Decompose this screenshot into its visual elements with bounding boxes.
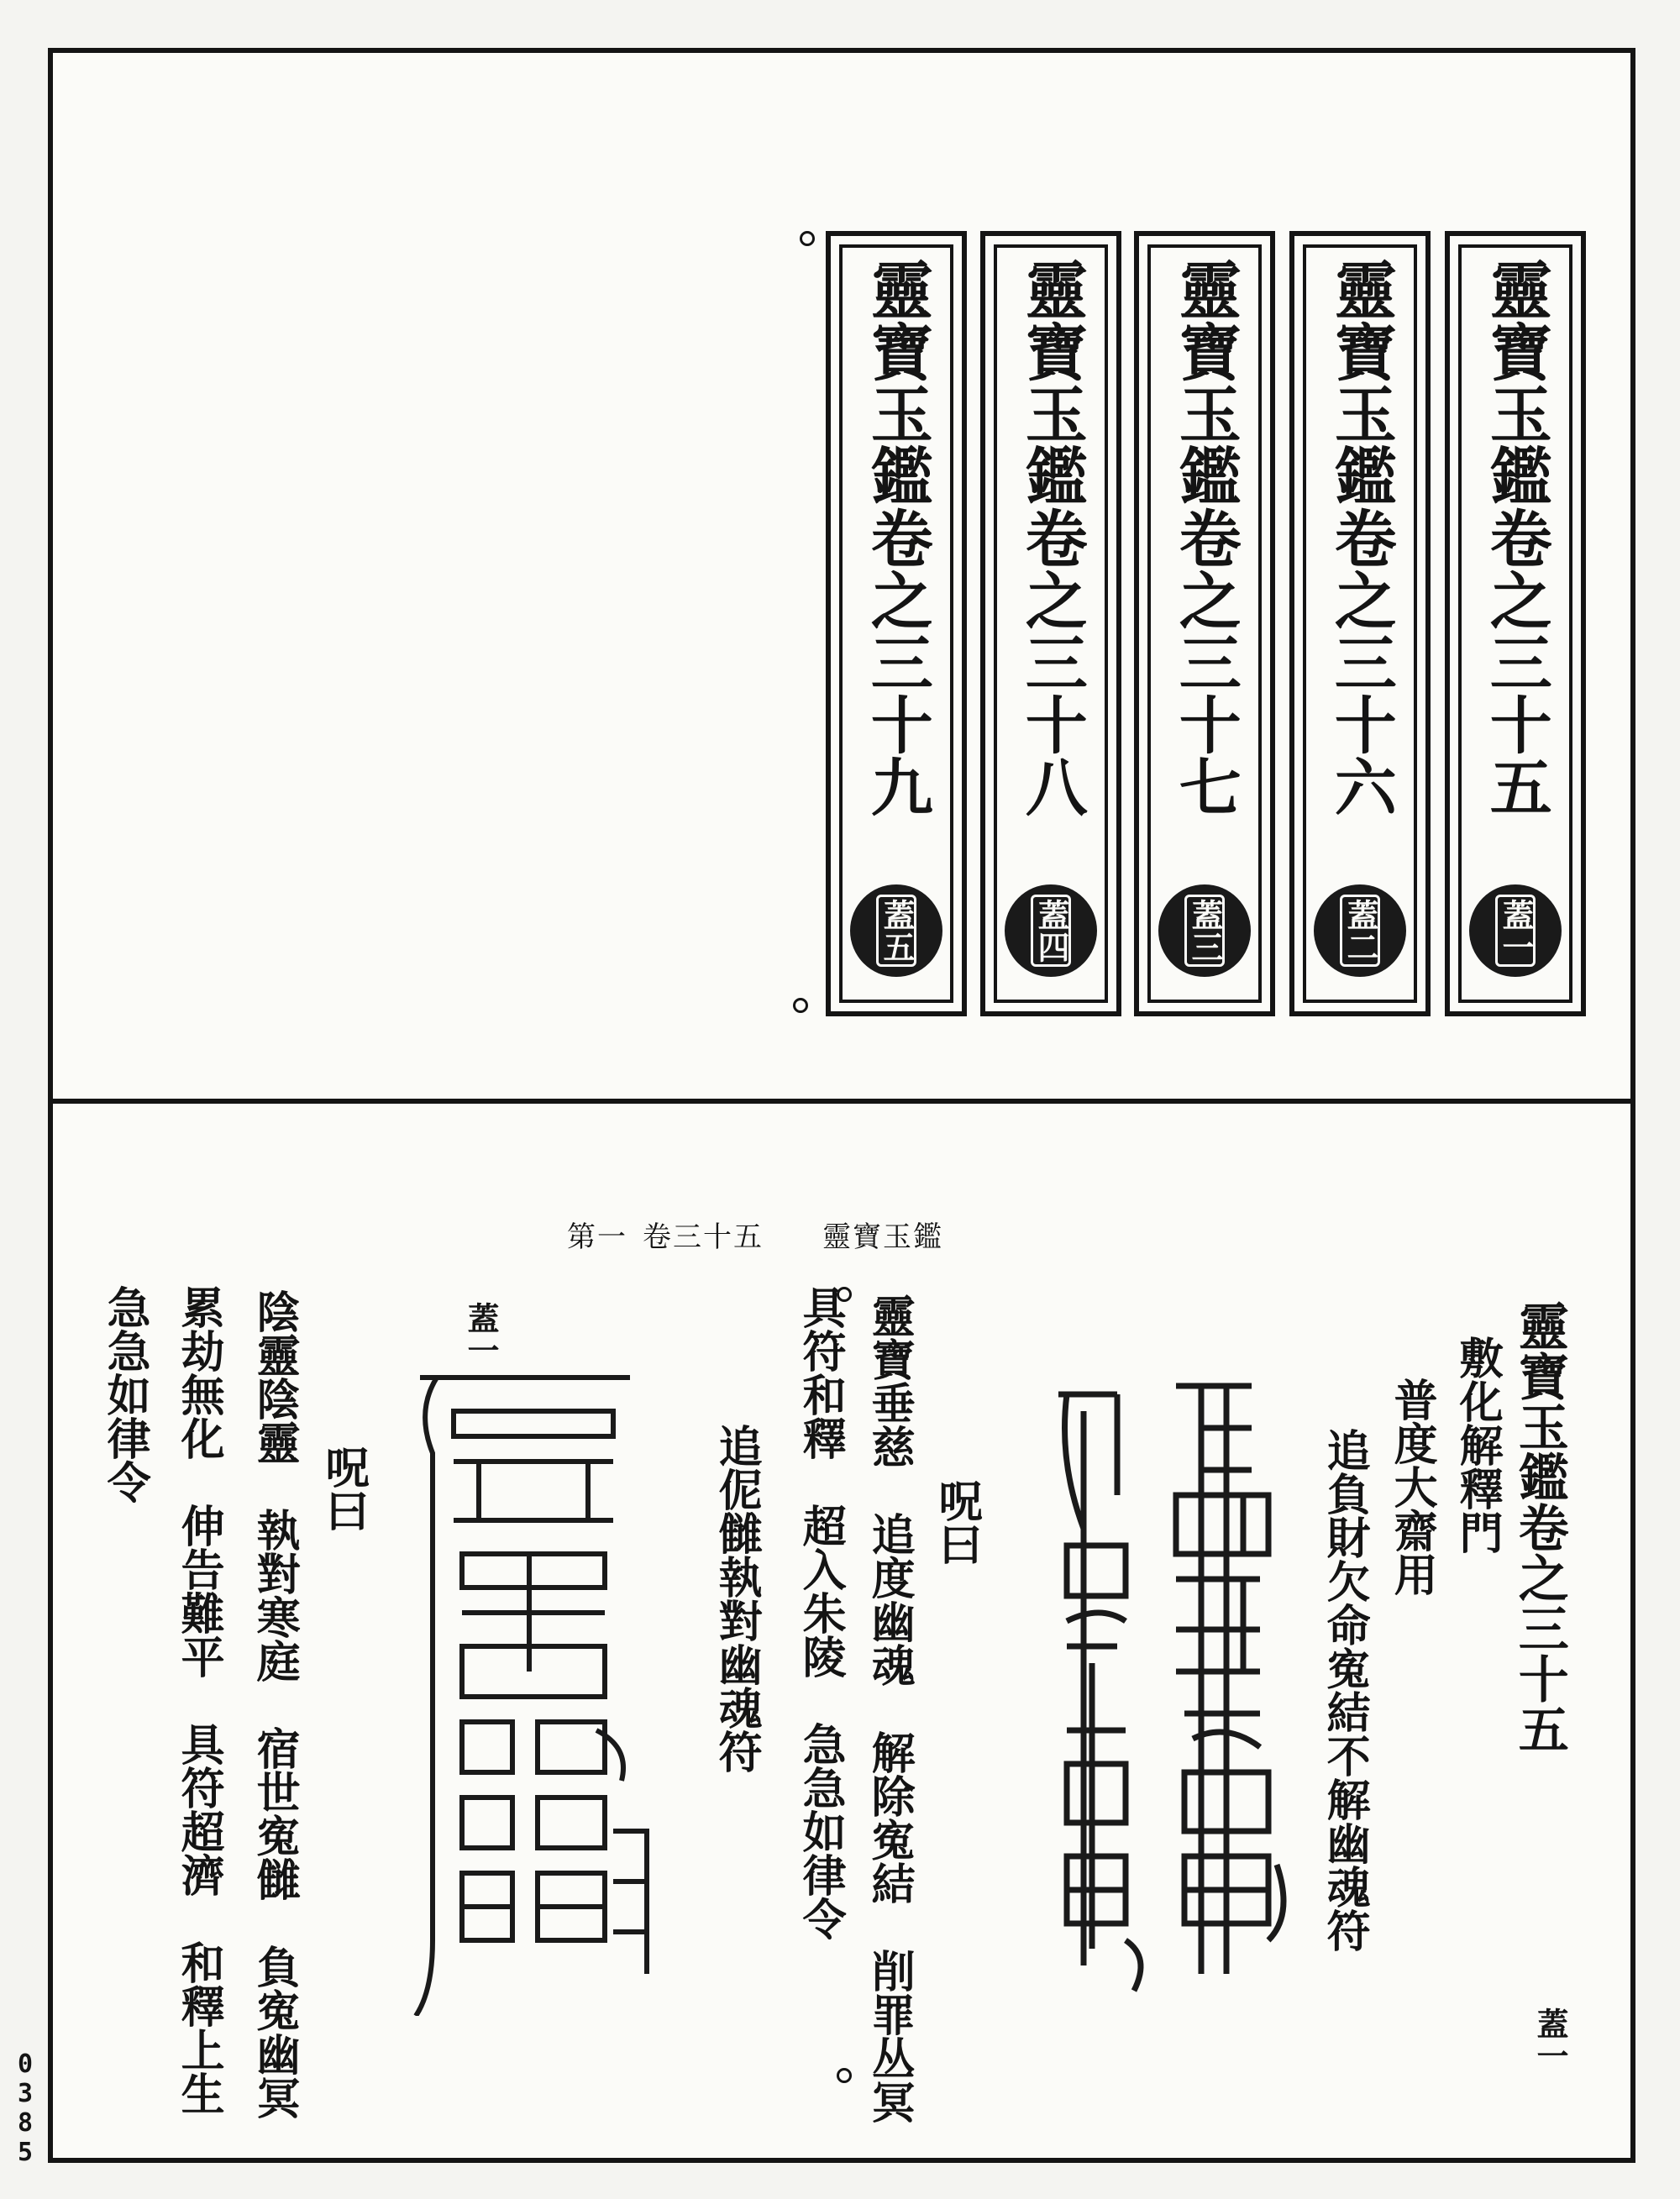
spine-title: 靈寶玉鑑卷之三十七: [1168, 258, 1242, 817]
verse-2: 具符和釋 超入朱陵 急急如律令: [795, 1285, 847, 1940]
chant-label-2: 呪曰: [318, 1445, 370, 1532]
talisman-glyph-1: [1033, 1361, 1294, 2016]
spine-vol-39[interactable]: [826, 231, 967, 1016]
spine-vol-38[interactable]: [980, 231, 1121, 1016]
verse-3: 陰靈陰靈 執對寒庭 宿世寃雠 負寃幽冥: [249, 1289, 301, 2119]
verse-4: 累劫無化 伸告難平 具符超濟 和釋上生: [173, 1285, 225, 2115]
spine-vol-35[interactable]: [1445, 231, 1586, 1016]
spine-title: 靈寶玉鑑卷之三十八: [1015, 258, 1088, 817]
talisman-label: 蓋一: [462, 1302, 500, 1366]
verse-1: 靈寶垂慈 追度幽魂 解除寃結 削罪丛冥: [864, 1294, 916, 2123]
chant-label-1: 呪曰: [931, 1478, 983, 1566]
spine-title: 靈寶玉鑑卷之三十六: [1324, 258, 1397, 817]
spine-badge: 蓋三: [1158, 884, 1251, 977]
talisman-name-2: 追伲雠執對幽魂符: [711, 1424, 763, 1773]
spine-badge: 蓋四: [1005, 884, 1097, 977]
binding-hole-top: [800, 231, 815, 246]
header-page: 第一: [567, 1220, 627, 1254]
section-divider: [48, 1099, 1635, 1104]
spine-title: 靈寶玉鑑卷之三十五: [1479, 258, 1552, 817]
spine-vol-36[interactable]: [1289, 231, 1431, 1016]
spine-vol-37[interactable]: [1134, 231, 1275, 1016]
header-volume: 卷三十五: [643, 1220, 764, 1254]
header-book: 靈寶玉鑑: [822, 1220, 943, 1254]
volume-title: 靈寶玉鑑卷之三十五: [1509, 1300, 1569, 1754]
running-header: [567, 1214, 1054, 1255]
spine-badge: 蓋二: [1314, 884, 1406, 977]
spine-badge: 蓋五: [850, 884, 942, 977]
sub-heading: 普度大齋用: [1386, 1378, 1438, 1596]
verse-5: 急急如律令: [99, 1285, 151, 1504]
section-heading: 敷化解釋門: [1452, 1336, 1504, 1554]
binding-hole-bottom-2: [837, 2068, 852, 2083]
talisman-glyph-2: [412, 1361, 664, 2016]
binding-hole-bottom: [793, 998, 808, 1013]
spine-title: 靈寶玉鑑卷之三十九: [860, 258, 933, 817]
spine-badge: 蓋一: [1469, 884, 1562, 977]
corner-mark: 蓋一: [1531, 2007, 1569, 2071]
talisman-name-1: 追負財欠命寃結不解幽魂符: [1319, 1428, 1371, 1952]
page-number: 0385: [10, 2049, 40, 2167]
